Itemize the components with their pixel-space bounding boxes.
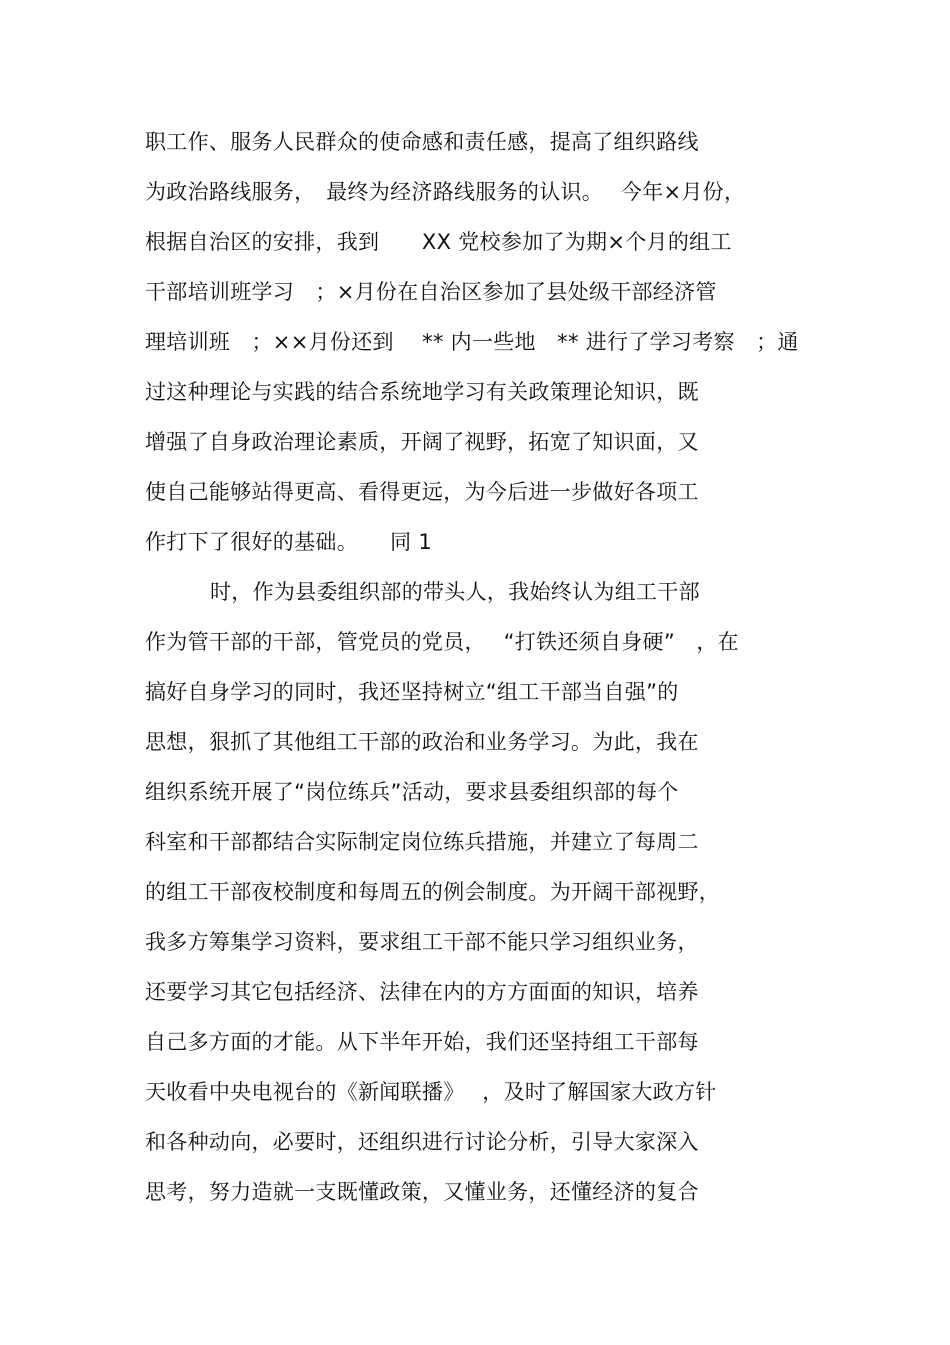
- text-line-2: 为政治路线服务， 最终为经济路线服务的认识。 今年×月份，: [145, 180, 746, 204]
- text-line-12: 搞好自身学习的同时，我还坚持树立“组工干部当自强”的: [145, 680, 679, 704]
- text-line-13: 思想，狠抓了其他组工干部的政治和业务学习。为此，我在: [145, 730, 699, 754]
- text-line-8: 使自己能够站得更高、看得更远，为今后进一步做好各项工: [145, 480, 699, 504]
- text-line-11: 作为管干部的干部，管党员的党员， “打铁还须自身硬” ，在: [145, 630, 739, 654]
- text-line-16: 的组工干部夜校制度和每周五的例会制度。为开阔干部视野，: [145, 880, 721, 904]
- text-line-19: 自己多方面的才能。从下半年开始，我们还坚持组工干部每: [145, 1030, 699, 1054]
- text-line-14: 组织系统开展了“岗位练兵”活动，要求县委组织部的每个: [145, 780, 679, 804]
- text-line-17: 我多方筹集学习资料，要求组工干部不能只学习组织业务，: [145, 930, 699, 954]
- text-line-9: 作打下了很好的基础。 同 1: [145, 530, 433, 554]
- text-line-1: 职工作、服务人民群众的使命感和责任感，提高了组织路线: [145, 130, 699, 154]
- text-line-10: 时，作为县委组织部的带头人，我始终认为组工干部: [210, 580, 700, 604]
- text-line-18: 还要学习其它包括经济、法律在内的方方面面的知识，培养: [145, 980, 699, 1004]
- text-line-4: 干部培训班学习 ；×月份在自治区参加了县处级干部经济管: [145, 280, 717, 304]
- text-line-5: 理培训班 ；××月份还到 ** 内一些地 ** 进行了学习考察 ；通: [145, 330, 799, 354]
- text-line-21: 和各种动向，必要时，还组织进行讨论分析，引导大家深入: [145, 1130, 699, 1154]
- text-line-15: 科室和干部都结合实际制定岗位练兵措施，并建立了每周二: [145, 830, 699, 854]
- text-line-20: 天收看中央电视台的《新闻联播》 ，及时了解国家大政方针: [145, 1080, 717, 1104]
- text-line-3: 根据自治区的安排，我到 XX 党校参加了为期×个月的组工: [145, 230, 732, 254]
- text-line-22: 思考，努力造就一支既懂政策，又懂业务，还懂经济的复合: [145, 1180, 699, 1204]
- text-line-7: 增强了自身政治理论素质，开阔了视野，拓宽了知识面，又: [145, 430, 699, 454]
- text-line-6: 过这种理论与实践的结合系统地学习有关政策理论知识，既: [145, 380, 699, 404]
